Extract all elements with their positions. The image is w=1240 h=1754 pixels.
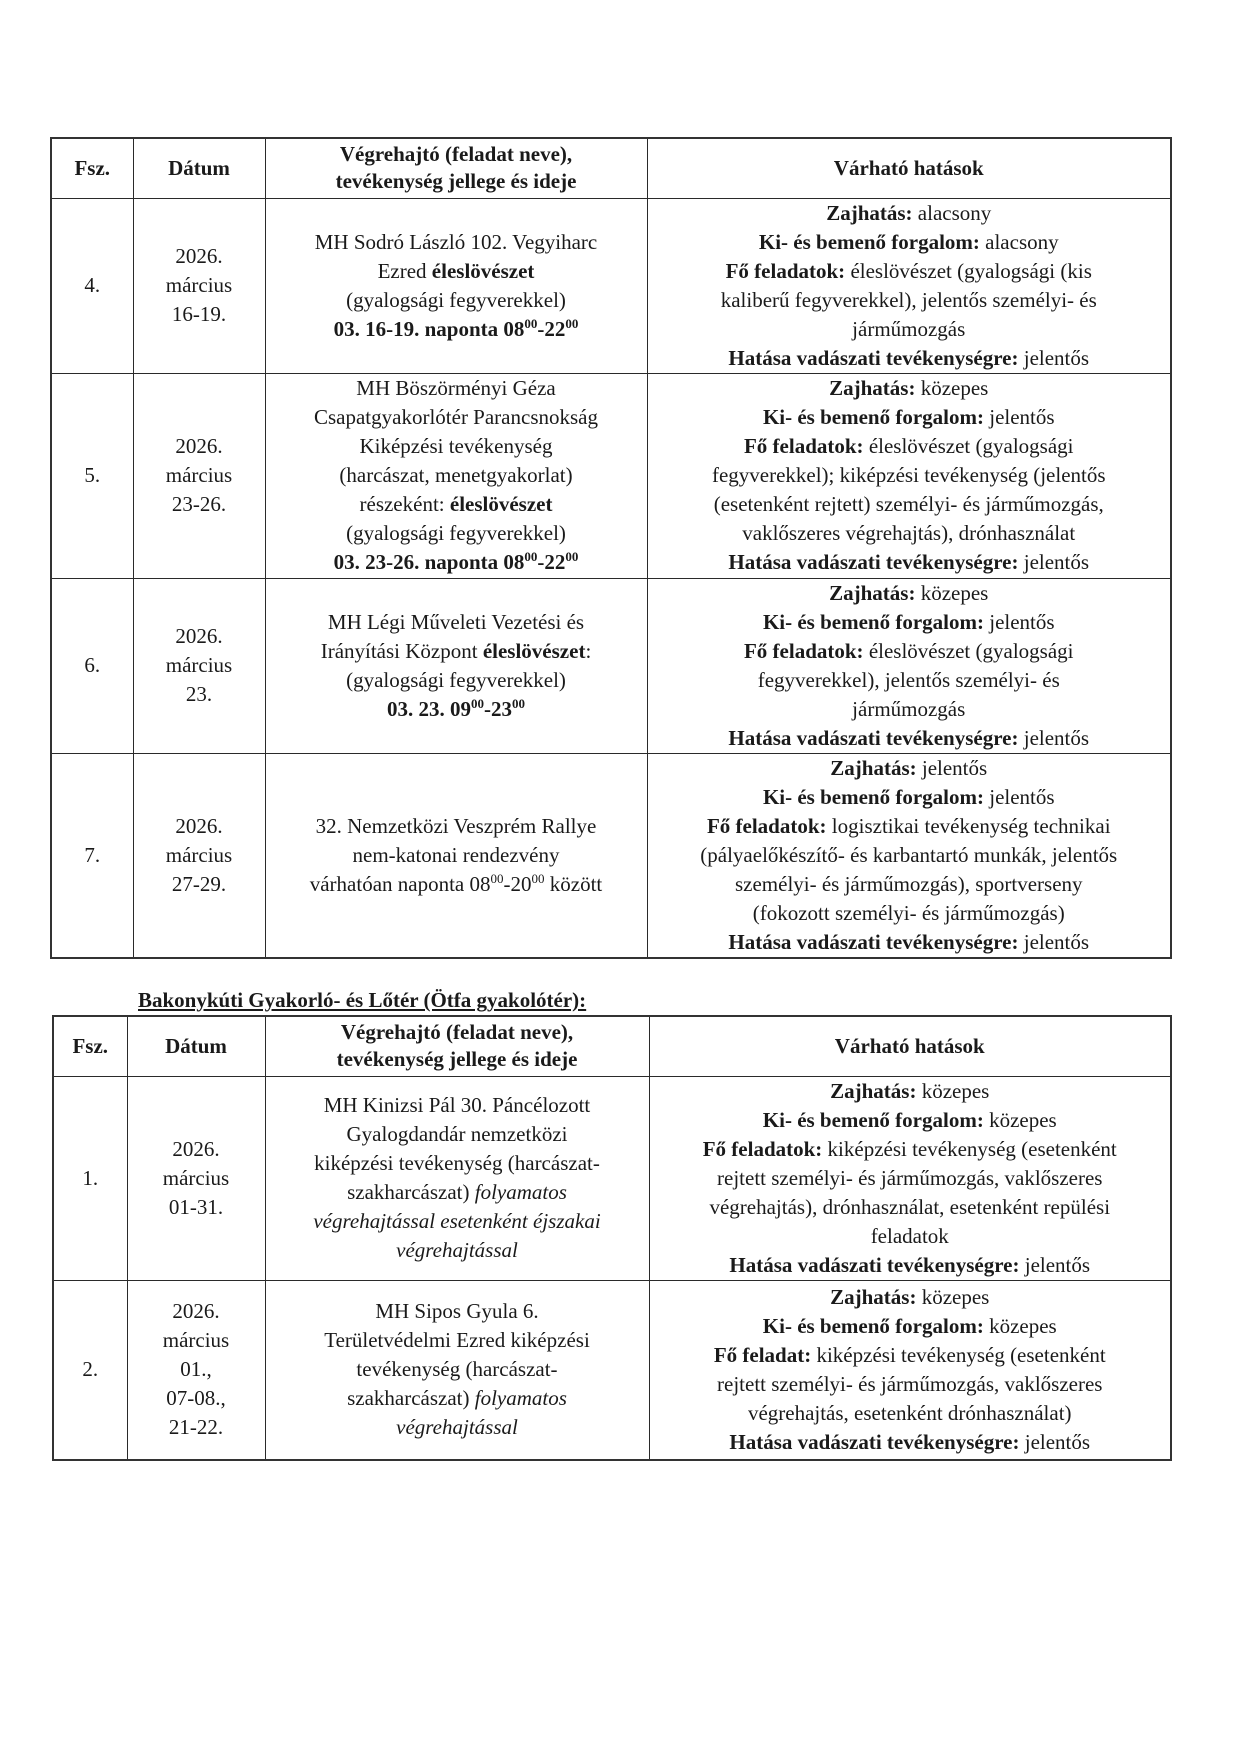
row-effects [647, 373, 1171, 578]
value-hunting: jelentős [1023, 725, 1090, 750]
effect-noise [652, 199, 1167, 228]
value-noise: jelentős [921, 755, 988, 780]
date-month: március [162, 1328, 230, 1353]
row-executor [265, 373, 647, 578]
time-suffix: között [544, 871, 603, 896]
time-prefix: 03. 16-19. naponta [333, 316, 504, 341]
value-hunting: jelentős [1023, 550, 1090, 574]
effect-noise [654, 1283, 1167, 1312]
label-noise: Zajhatás: [830, 755, 917, 780]
row-effects [647, 753, 1171, 958]
row-fsz: 6. [51, 578, 133, 753]
row-fsz: 4. [51, 198, 133, 373]
table-header-row [53, 1016, 1171, 1076]
exec-line [270, 257, 643, 286]
row-fsz: 1. [53, 1076, 127, 1280]
date-days: 07-08., [166, 1386, 226, 1411]
header-vegrehajto-line1: Végrehajtó (feladat neve), [340, 1020, 574, 1045]
effect-tasks [652, 432, 1167, 461]
effect-tasks-cont: (fokozott személyi- és járműmozgás) [752, 900, 1065, 925]
label-tasks: Fő feladatok: [706, 813, 827, 838]
value-hunting: jelentős [1023, 345, 1090, 370]
date-year: 2026. [175, 244, 223, 268]
time-prefix: várhatóan naponta [309, 871, 470, 896]
exec-line: MH Légi Műveleti Vezetési és [327, 609, 585, 634]
exec-line: (gyalogsági fegyverekkel) [346, 521, 566, 545]
date-days: 01., [180, 1357, 212, 1382]
time-start-hour: 08 [503, 316, 525, 341]
effect-hunting [652, 548, 1167, 577]
exec-time [270, 695, 643, 724]
exec-line: kiképzési tevékenység (harcászat- [314, 1151, 600, 1175]
exec-line: Csapatgyakorlótér Parancsnokság [313, 405, 598, 429]
time-prefix: 03. 23. [387, 696, 450, 721]
time-start-min: 00 [471, 695, 484, 711]
table-row [51, 753, 1171, 958]
date-days: 21-22. [168, 1415, 224, 1440]
row-date [133, 753, 265, 958]
time-end-min: 00 [565, 315, 579, 331]
time-start-min: 00 [490, 870, 504, 886]
exec-bold-text: éleslövészet [431, 258, 535, 283]
value-tasks: éleslövészet (gyalogsági [868, 638, 1074, 663]
value-traffic: közepes [989, 1313, 1057, 1338]
table-row [51, 578, 1171, 753]
exec-line [270, 490, 643, 519]
effect-noise [654, 1077, 1167, 1106]
date-days: 16-19. [171, 302, 227, 326]
time-prefix: 03. 23-26. naponta [333, 550, 504, 574]
exec-line: 32. Nemzetközi Veszprém Rallye [315, 813, 597, 838]
exec-line: Gyalogdandár nemzetközi [346, 1122, 568, 1146]
label-hunting: Hatása vadászati tevékenységre: [728, 929, 1019, 954]
exec-text: Ezred [377, 258, 432, 283]
value-hunting: jelentős [1023, 929, 1090, 954]
exec-time [270, 315, 643, 344]
exec-line: Kiképzési tevékenység [359, 434, 553, 458]
time-sep: - [503, 871, 511, 896]
section-title: Bakonykúti Gyakorló- és Lőtér (Ötfa gyakolótér): [138, 988, 587, 1012]
effect-tasks-cont: (pályaelőkészítő- és karbantartó munkák, jelentős [700, 842, 1118, 867]
time-end-hour: 22 [544, 316, 566, 341]
exec-time [270, 548, 643, 577]
exec-line: tevékenység (harcászat- [356, 1357, 558, 1382]
row-executor [265, 1280, 649, 1460]
time-end-hour: 22 [544, 550, 566, 574]
effect-noise [652, 754, 1167, 783]
exec-bold-text: éleslövészet [482, 638, 586, 663]
time-start-hour: 09 [450, 696, 471, 721]
time-end-hour: 23 [491, 696, 512, 721]
date-year: 2026. [175, 434, 223, 458]
row-date [133, 578, 265, 753]
label-hunting: Hatása vadászati tevékenységre: [728, 725, 1019, 750]
effect-tasks-cont: vaklőszeres végrehajtás), drónhasználat [742, 521, 1076, 545]
header-datum: Dátum [127, 1016, 265, 1076]
value-traffic: jelentős [989, 784, 1055, 809]
exec-text: szakharcászat) [347, 1180, 475, 1204]
value-traffic: közepes [989, 1107, 1057, 1132]
value-tasks: éleslövészet (gyalogsági [868, 434, 1074, 458]
value-noise: közepes [920, 580, 989, 605]
table-row [53, 1280, 1171, 1460]
effect-hunting [654, 1251, 1167, 1280]
label-task: Fő feladat: [713, 1342, 812, 1367]
header-datum: Dátum [133, 138, 265, 198]
header-vegrehajto-line1: Végrehajtó (feladat neve), [339, 142, 573, 167]
effect-tasks [652, 812, 1167, 841]
label-hunting: Hatása vadászati tevékenységre: [729, 1252, 1020, 1277]
exec-time [270, 870, 643, 899]
value-noise: közepes [921, 1284, 990, 1309]
exec-line: (gyalogsági fegyverekkel) [346, 667, 566, 692]
row-date [127, 1280, 265, 1460]
time-sep: - [484, 696, 491, 721]
exec-line: MH Sipos Gyula 6. [375, 1299, 539, 1324]
date-year: 2026. [175, 813, 223, 838]
label-traffic: Ki- és bemenő forgalom: [762, 609, 984, 634]
time-start-hour: 08 [469, 871, 491, 896]
date-days: 23. [185, 682, 213, 706]
value-noise: közepes [921, 1078, 990, 1103]
header-fsz: Fsz. [53, 1016, 127, 1076]
effect-tasks-cont: személyi- és járműmozgás), sportverseny [734, 871, 1083, 896]
exec-line: MH Böszörményi Géza [356, 376, 556, 400]
schedule-table-1 [50, 137, 1172, 959]
header-fsz: Fsz. [51, 138, 133, 198]
effect-traffic [654, 1312, 1167, 1341]
effect-tasks-cont: kaliberű fegyverekkel), jelentős személyi- és [720, 287, 1097, 312]
label-noise: Zajhatás: [829, 580, 916, 605]
label-traffic: Ki- és bemenő forgalom: [762, 1107, 984, 1132]
value-tasks: éleslövészet (gyalogsági (kis [850, 258, 1092, 283]
date-days: 23-26. [171, 492, 227, 516]
effect-tasks [654, 1341, 1167, 1370]
table-row [53, 1076, 1171, 1280]
row-fsz: 2. [53, 1280, 127, 1460]
effect-traffic [652, 608, 1167, 637]
label-tasks: Fő feladatok: [743, 638, 864, 663]
row-date [133, 198, 265, 373]
exec-line: MH Sodró László 102. Vegyiharc [314, 229, 598, 254]
row-fsz: 7. [51, 753, 133, 958]
exec-italic-line: végrehajtással [396, 1238, 518, 1262]
row-fsz: 5. [51, 373, 133, 578]
label-noise: Zajhatás: [826, 200, 913, 225]
exec-italic-text: folyamatos [474, 1386, 567, 1411]
exec-line: Területvédelmi Ezred kiképzési [324, 1328, 590, 1353]
label-traffic: Ki- és bemenő forgalom: [758, 229, 980, 254]
effect-tasks-cont: járműmozgás [852, 696, 966, 721]
time-sep: - [537, 550, 545, 574]
exec-line [270, 1178, 645, 1207]
exec-text: Irányítási Központ [320, 638, 483, 663]
date-month: március [165, 463, 233, 487]
date-year: 2026. [175, 624, 223, 648]
effect-tasks-cont: végrehajtás, esetenként drónhasználat) [747, 1400, 1072, 1425]
effect-tasks [652, 637, 1167, 666]
label-noise: Zajhatás: [830, 1078, 917, 1103]
effect-hunting [652, 724, 1167, 753]
value-hunting: jelentős [1024, 1252, 1091, 1277]
row-effects [647, 578, 1171, 753]
value-traffic: jelentős [989, 405, 1055, 429]
time-end-hour: 20 [510, 871, 532, 896]
label-hunting: Hatása vadászati tevékenységre: [728, 345, 1019, 370]
date-year: 2026. [172, 1299, 220, 1324]
table-header-row [51, 138, 1171, 198]
header-vegrehajto-line2: tevékenység jellege és ideje [336, 1047, 578, 1072]
exec-italic-text: folyamatos [474, 1180, 567, 1204]
time-end-min: 00 [565, 549, 579, 564]
time-sep: - [537, 316, 545, 341]
value-hunting: jelentős [1024, 1429, 1091, 1454]
row-date [127, 1076, 265, 1280]
effect-hunting [654, 1428, 1167, 1457]
exec-text: szakharcászat) [347, 1386, 475, 1411]
date-month: március [165, 653, 233, 677]
effect-tasks-cont: fegyverekkel); kiképzési tevékenység (jelentős [711, 463, 1106, 487]
date-month: március [165, 842, 233, 867]
exec-text: részeként: [359, 492, 450, 516]
effect-tasks-cont: rejtett személyi- és járműmozgás, vaklőszeres [717, 1165, 1103, 1190]
label-traffic: Ki- és bemenő forgalom: [762, 405, 984, 429]
time-start-min: 00 [524, 549, 538, 564]
label-tasks: Fő feladatok: [725, 258, 846, 283]
label-traffic: Ki- és bemenő forgalom: [762, 784, 984, 809]
value-noise: alacsony [917, 200, 992, 225]
row-effects [649, 1280, 1171, 1460]
effect-traffic [654, 1106, 1167, 1135]
exec-italic-line: végrehajtással [396, 1415, 518, 1440]
label-noise: Zajhatás: [829, 376, 916, 400]
effect-tasks-cont: járműmozgás [852, 316, 966, 341]
effect-tasks [652, 257, 1167, 286]
table-row [51, 373, 1171, 578]
effect-traffic [652, 403, 1167, 432]
label-tasks: Fő feladatok: [743, 434, 864, 458]
row-executor [265, 1076, 649, 1280]
header-vegrehajto [265, 138, 647, 198]
exec-line [270, 637, 643, 666]
label-noise: Zajhatás: [830, 1284, 917, 1309]
label-tasks: Fő feladatok: [702, 1136, 823, 1161]
time-start-hour: 08 [503, 550, 525, 574]
exec-text: : [585, 638, 592, 663]
date-days: 01-31. [168, 1194, 224, 1219]
date-days: 27-29. [171, 871, 227, 896]
value-tasks: kiképzési tevékenység (esetenként [827, 1136, 1117, 1161]
header-vegrehajto [265, 1016, 649, 1076]
label-hunting: Hatása vadászati tevékenységre: [728, 550, 1019, 574]
date-year: 2026. [172, 1136, 220, 1161]
date-month: március [165, 273, 233, 297]
row-effects [647, 198, 1171, 373]
effect-noise [652, 374, 1167, 403]
effect-tasks-cont: végrehajtás), drónhasználat, esetenként repülési [709, 1194, 1111, 1219]
effect-tasks-cont: feladatok [870, 1223, 949, 1248]
effect-traffic [652, 783, 1167, 812]
row-executor [265, 753, 647, 958]
table-row [51, 198, 1171, 373]
exec-italic-line: végrehajtással esetenként éjszakai [313, 1209, 601, 1233]
row-date [133, 373, 265, 578]
time-end-min: 00 [531, 870, 545, 886]
value-noise: közepes [920, 376, 989, 400]
exec-line: (harcászat, menetgyakorlat) [339, 463, 573, 487]
exec-bold-text: éleslövészet [449, 492, 553, 516]
row-executor [265, 578, 647, 753]
exec-line: (gyalogsági fegyverekkel) [346, 287, 566, 312]
label-hunting: Hatása vadászati tevékenységre: [729, 1429, 1020, 1454]
exec-line: MH Kinizsi Pál 30. Páncélozott [323, 1093, 591, 1117]
effect-tasks [654, 1135, 1167, 1164]
exec-line [270, 1384, 645, 1413]
effect-hunting [652, 928, 1167, 957]
value-tasks: kiképzési tevékenység (esetenként [816, 1342, 1106, 1367]
header-vegrehajto-line2: tevékenység jellege és ideje [335, 169, 577, 194]
header-hatasok: Várható hatások [647, 138, 1171, 198]
exec-line: nem-katonai rendezvény [352, 842, 560, 867]
time-end-min: 00 [512, 695, 525, 711]
effect-hunting [652, 344, 1167, 373]
value-traffic: jelentős [989, 609, 1055, 634]
row-effects [649, 1076, 1171, 1280]
date-month: március [162, 1165, 230, 1190]
effect-noise [652, 579, 1167, 608]
label-traffic: Ki- és bemenő forgalom: [762, 1313, 984, 1338]
row-executor [265, 198, 647, 373]
value-traffic: alacsony [985, 229, 1059, 254]
time-start-min: 00 [524, 315, 538, 331]
schedule-table-2 [52, 1015, 1172, 1461]
effect-tasks-cont: rejtett személyi- és járműmozgás, vaklőszeres [717, 1371, 1103, 1396]
value-tasks: logisztikai tevékenység technikai [831, 813, 1111, 838]
effect-tasks-cont: (esetenként rejtett) személyi- és járműmozgás, [713, 492, 1104, 516]
effect-traffic [652, 228, 1167, 257]
header-hatasok: Várható hatások [649, 1016, 1171, 1076]
effect-tasks-cont: fegyverekkel), jelentős személyi- és [757, 667, 1060, 692]
